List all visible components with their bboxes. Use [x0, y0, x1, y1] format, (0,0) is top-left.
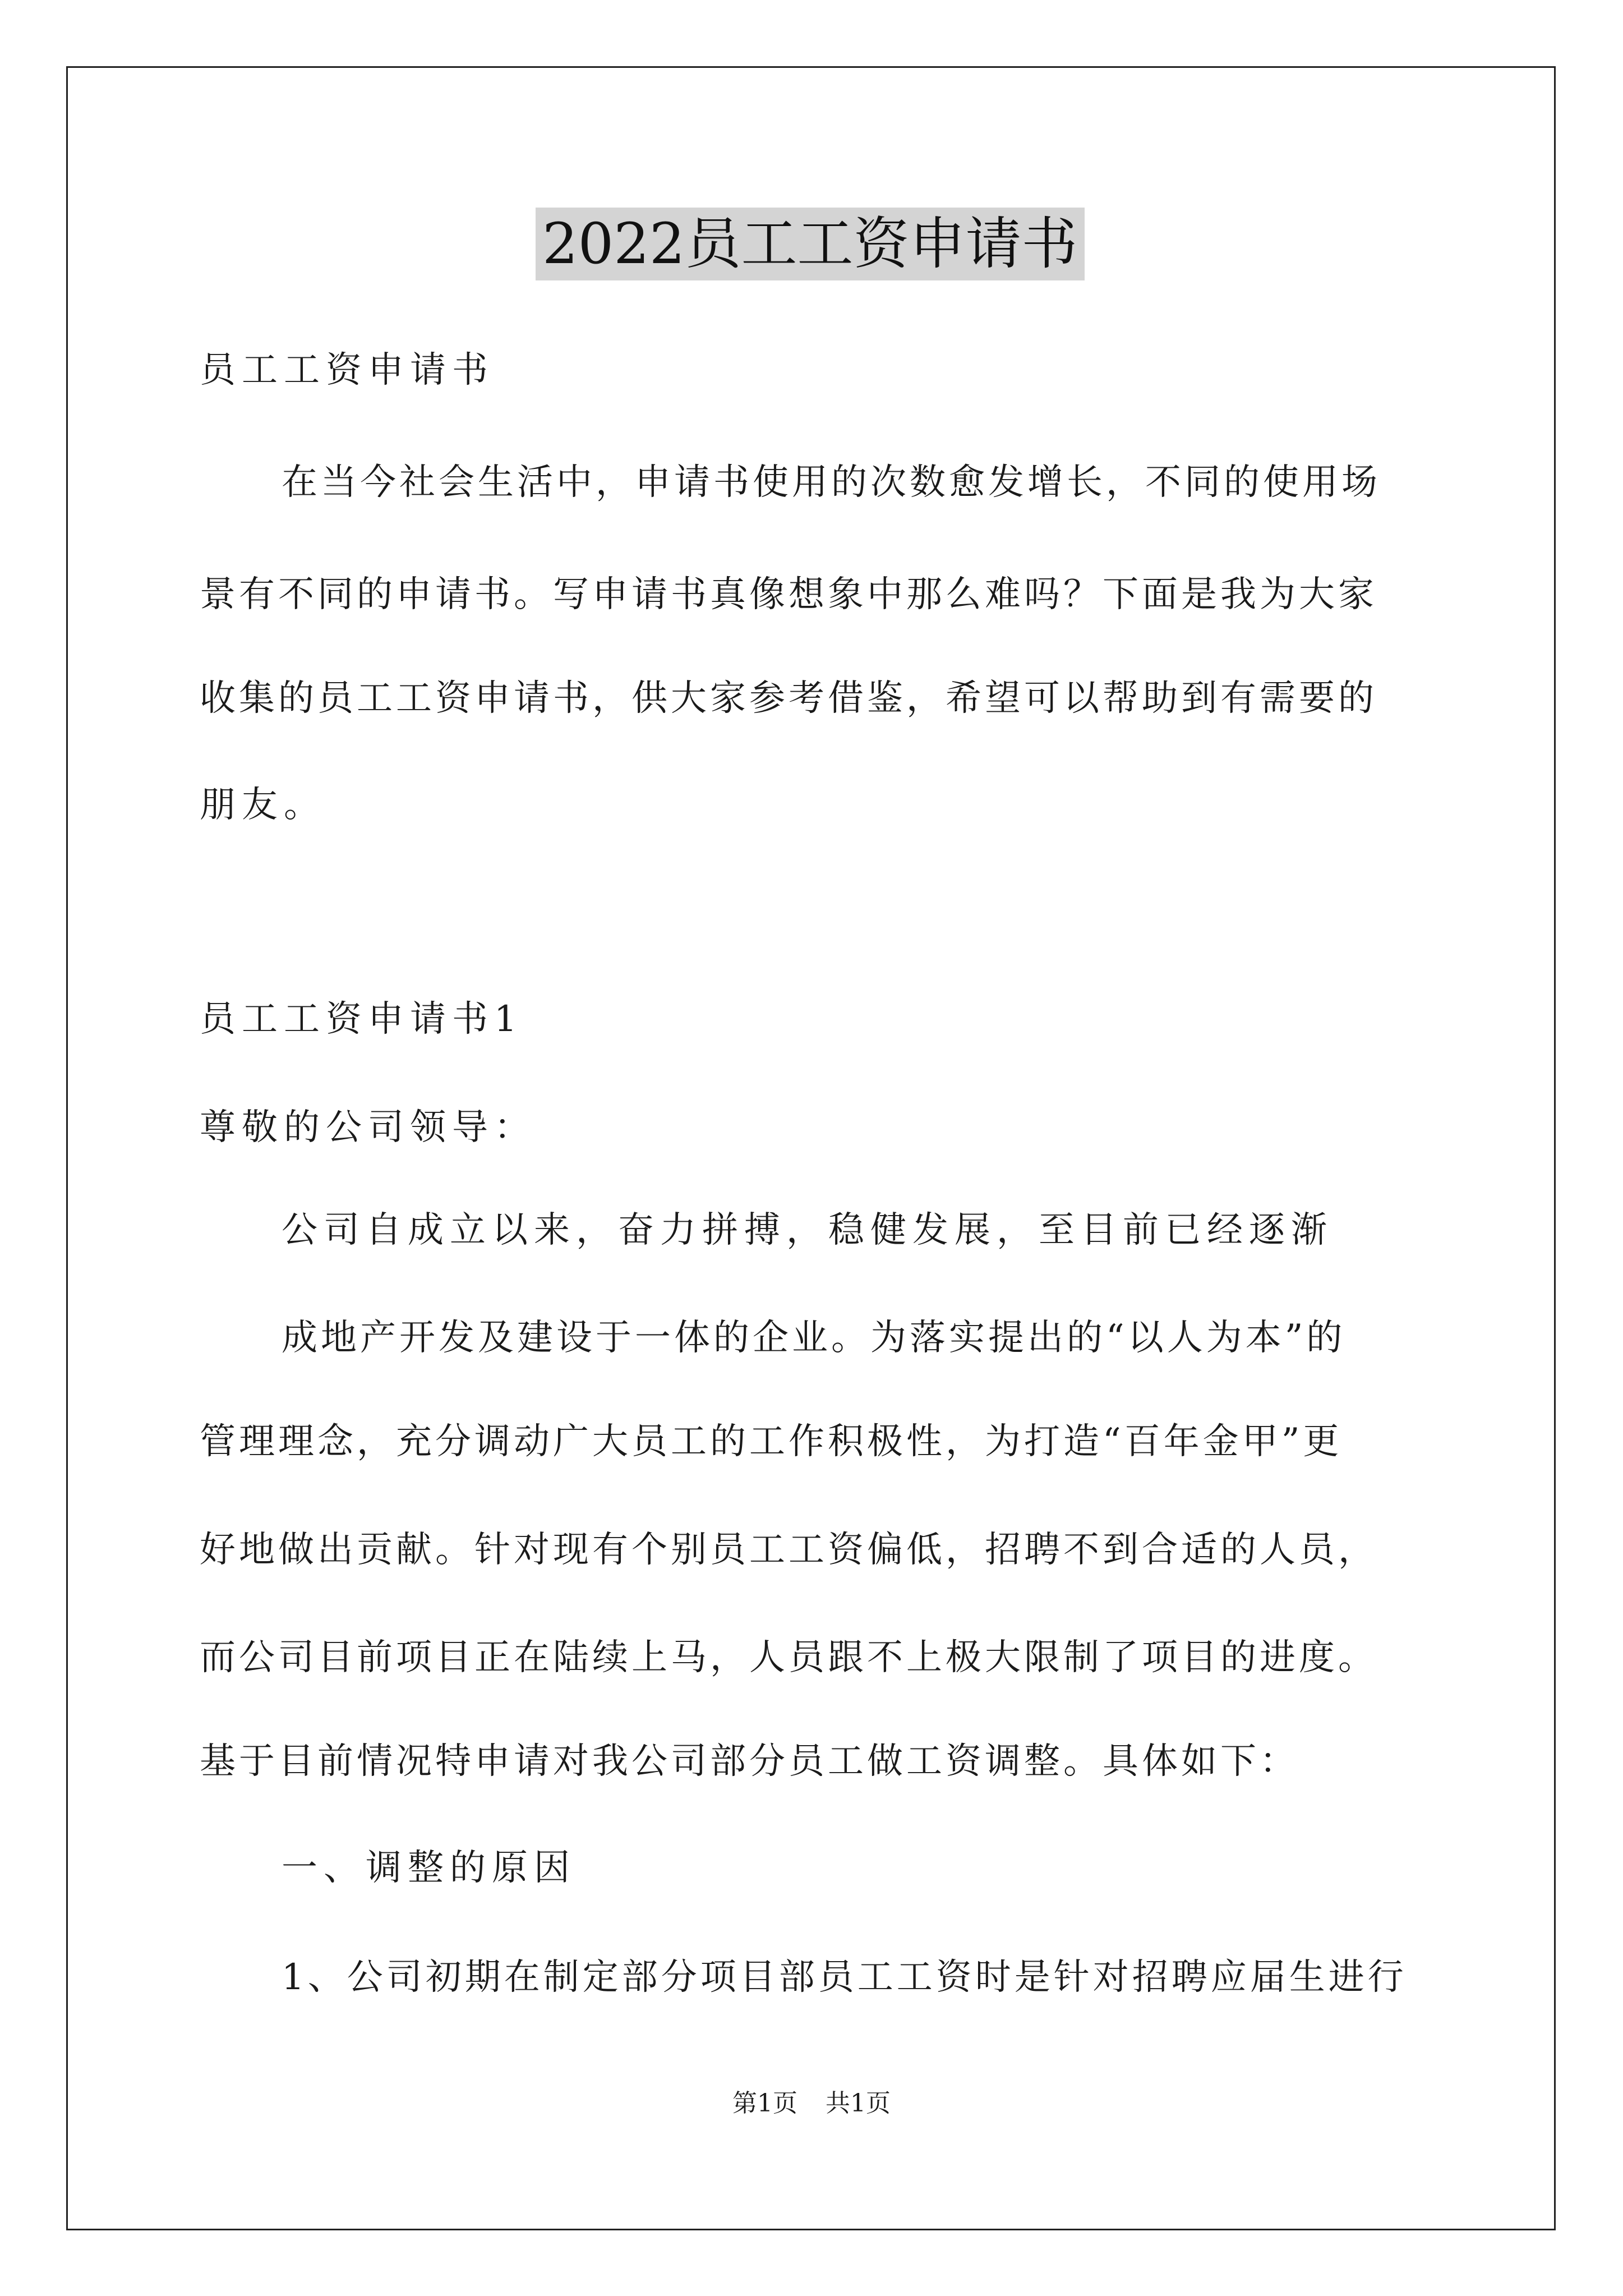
- paragraph-line: 公司自成立以来，奋力拼搏，稳健发展，至目前已经逐渐: [282, 1209, 1333, 1251]
- paragraph-line: 管理理念，充分调动广大员工的工作积极性，为打造“百年金甲”更: [200, 1421, 1343, 1462]
- paragraph-line: 在当今社会生活中，申请书使用的次数愈发增长，不同的使用场: [282, 462, 1381, 503]
- page-total: 共1页: [826, 2089, 891, 2118]
- paragraph-line: 基于目前情况特申请对我公司部分员工做工资调整。具体如下：: [200, 1741, 1299, 1782]
- subsection-heading: 一、调整的原因: [282, 1847, 576, 1889]
- paragraph-line: 景有不同的申请书。写申请书真像想象中那么难吗？下面是我为大家: [200, 574, 1377, 615]
- paragraph-line: 1、公司初期在制定部分项目部员工工资时是针对招聘应届生进行: [282, 1957, 1407, 1998]
- section-heading: 员工工资申请书1: [200, 999, 523, 1040]
- paragraph-line: 收集的员工工资申请书，供大家参考借鉴，希望可以帮助到有需要的: [200, 678, 1377, 719]
- subtitle-line: 员工工资申请书: [200, 349, 494, 391]
- paragraph-line: 而公司目前项目正在陆续上马，人员跟不上极大限制了项目的进度。: [200, 1637, 1377, 1678]
- document-title: 2022员工工资申请书: [536, 208, 1085, 280]
- salutation: 尊敬的公司领导：: [200, 1107, 536, 1148]
- paragraph-line: 好地做出贡献。针对现有个别员工工资偏低，招聘不到合适的人员，: [200, 1529, 1377, 1571]
- paragraph-line: 朋友。: [200, 784, 326, 826]
- page-number: 第1页: [732, 2089, 797, 2118]
- paragraph-line: 成地产开发及建设于一体的企业。为落实提出的“以人为本”的: [282, 1317, 1346, 1359]
- page-footer: [0, 2087, 1623, 2120]
